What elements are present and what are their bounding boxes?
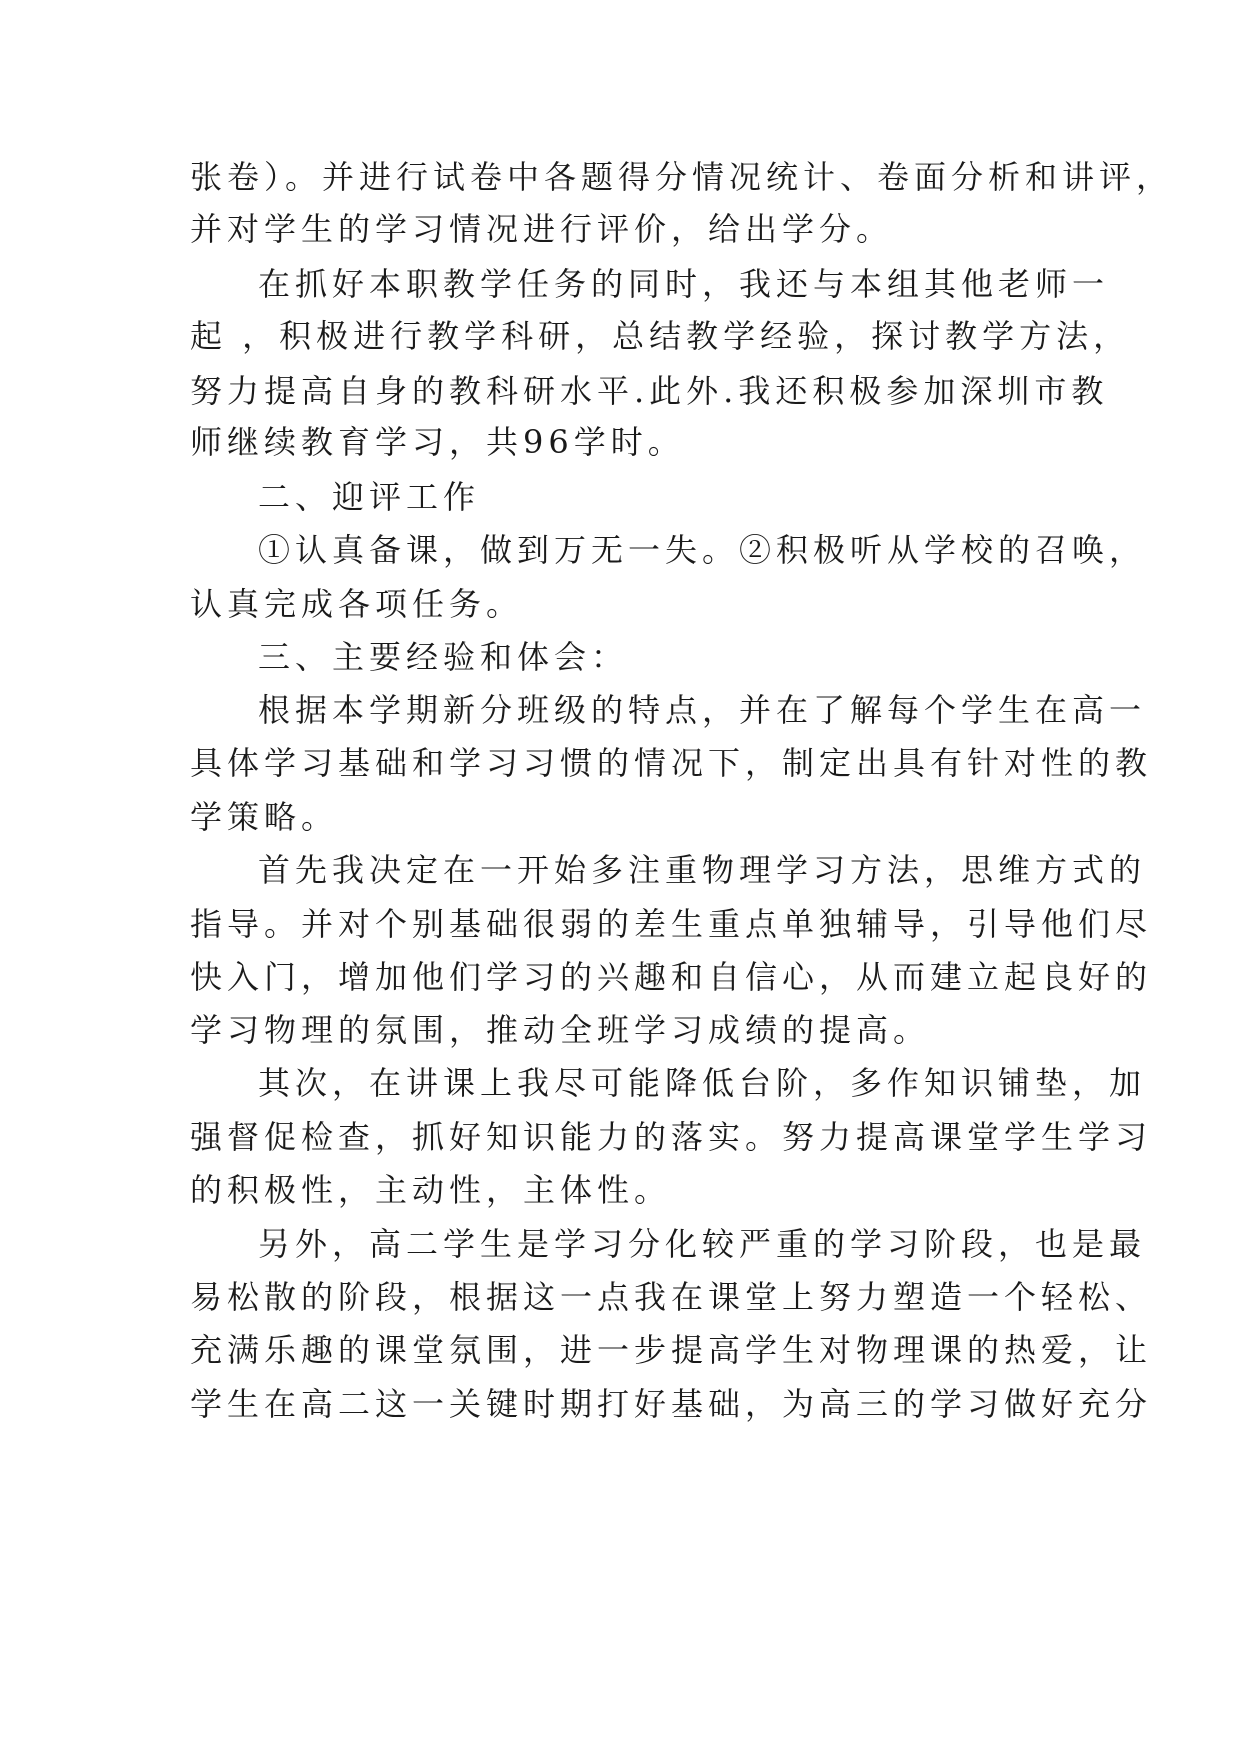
text-line: 具体学习基础和学习习惯的情况下，制定出具有针对性的教 <box>190 744 1153 782</box>
text-line: 强督促检查，抓好知识能力的落实。努力提高课堂学生学习 <box>190 1118 1153 1156</box>
section-heading: 三、主要经验和体会： <box>258 638 629 676</box>
text-line: 另外，高二学生是学习分化较严重的学习阶段，也是最 <box>258 1225 1147 1263</box>
text-line: 在抓好本职教学任务的同时，我还与本组其他老师一 <box>258 265 1110 303</box>
text-line: 认真完成各项任务。 <box>190 585 524 623</box>
text-line: 张卷）。并进行试卷中各题得分情况统计、卷面分析和讲评， <box>190 158 1174 196</box>
text-line: 学生在高二这一关键时期打好基础，为高三的学习做好充分 <box>190 1385 1153 1423</box>
text-line: 并对学生的学习情况进行评价，给出学分。 <box>190 210 894 248</box>
text-line: 易松散的阶段，根据这一点我在课堂上努力塑造一个轻松、 <box>190 1278 1153 1316</box>
text-line: 学习物理的氛围，推动全班学习成绩的提高。 <box>190 1011 931 1049</box>
text-line: 充满乐趣的课堂氛围，进一步提高学生对物理课的热爱，让 <box>190 1331 1153 1369</box>
text-line: 其次，在讲课上我尽可能降低台阶，多作知识铺垫，加 <box>258 1064 1147 1102</box>
text-line: 指导。并对个别基础很弱的差生重点单独辅导，引导他们尽 <box>190 905 1153 943</box>
text-line: 学策略。 <box>190 798 339 836</box>
text-line: 起 ，积极进行教学科研，总结教学经验，探讨教学方法， <box>190 317 1131 355</box>
text-line: 首先我决定在一开始多注重物理学习方法，思维方式的 <box>258 851 1147 889</box>
text-line: 师继续教育学习，共96学时。 <box>190 423 685 461</box>
text-line: 的积极性，主动性，主体性。 <box>190 1171 672 1209</box>
text-line: ①认真备课，做到万无一失。②积极听从学校的召唤， <box>258 531 1147 569</box>
text-line: 根据本学期新分班级的特点，并在了解每个学生在高一 <box>258 691 1147 729</box>
text-line: 努力提高自身的教科研水平.此外.我还积极参加深圳市教 <box>190 372 1109 410</box>
text-line: 快入门，增加他们学习的兴趣和自信心，从而建立起良好的 <box>190 958 1153 996</box>
section-heading: 二、迎评工作 <box>258 478 481 516</box>
